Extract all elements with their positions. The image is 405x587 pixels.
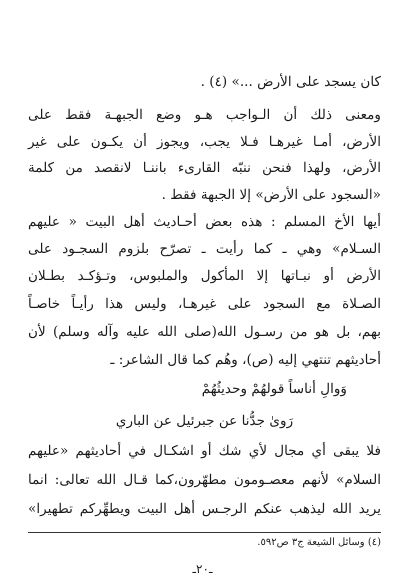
footnote: (٤) وسائل الشيعة ج٣ ص٥٩٢.	[257, 537, 381, 548]
page-number: ـ٢٠ـ	[192, 562, 213, 576]
body-line-14: يريد الله ليذهب عنكم الرجـس أهل البيت ويطهِّركم تطهيرا»	[28, 501, 381, 517]
verse-line-1: وَوالِ أناساً قولهُمْ وحديثُهُمْ	[201, 381, 347, 397]
body-line-12: فلا يبقى أي مجال لأي شك أو اشكـال في أحاديثهم «عليهم	[28, 443, 381, 459]
footnote-divider	[28, 532, 381, 533]
body-line-2: ومعنى ذلك أن الـواجب هـو وضع الجبهـة فقط على	[28, 107, 381, 123]
verse-line-2: رَوىٰ جدُّنا عن جبرئيل عن الباري	[115, 413, 294, 429]
body-line-13: السلام» لأنهم معصـومون مطهّرون،كما قـال الله تعالى: انما	[28, 472, 381, 488]
body-line-10: بهم، بل هو من رسـول الله(صلى الله عليه وآله وسلم) لأن	[28, 324, 381, 340]
body-line-1: كان يسجد على الأرض ...» (٤) .	[200, 74, 381, 90]
body-line-6: أيها الأخ المسلم : هذه بعض أحـاديث أهل البيت « عليهم	[28, 214, 381, 230]
body-line-7: السـلام» وهي ـ كما رأيت ـ تصرّح بلزوم السجـود على	[28, 241, 381, 257]
body-line-3: الأرض، أمـا غيرهـا فـلا يجب، ويجوز أن يكـون على غير	[28, 134, 381, 150]
body-line-5: «السجود على الأرض» إلا الجبهة فقط .	[161, 187, 381, 203]
body-line-4: الأرض، ولهذا فنحن ننبّه القارىء باننـا لانقصد من كلمة	[28, 160, 381, 176]
body-line-9: الصـلاة مع السجود على غيرهـا، وليس هذا رأيـاً خاصـاً	[28, 296, 381, 312]
body-line-8: الأرض أو نبـاتها إلا المأكول والملبوس، وتـؤكـد بطـلان	[28, 268, 381, 284]
body-line-11: أحاديثهم تنتهي إليه (ص)، وهُم كما قال الشاعر: ـ	[110, 352, 381, 368]
